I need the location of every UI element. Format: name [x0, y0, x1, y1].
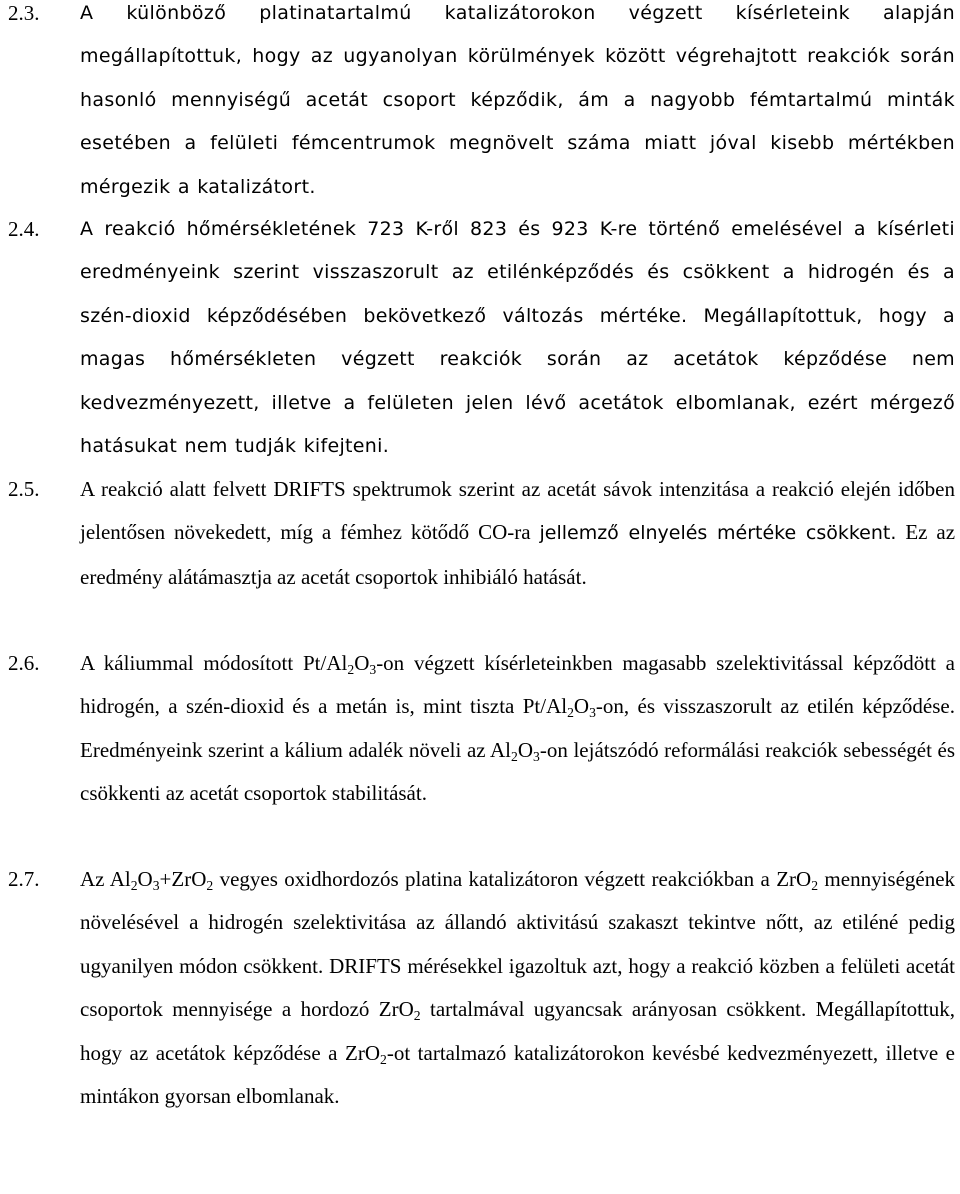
text-run: tartalmával ugyancsak arányosan csökkent. Megállapítottuk, hogy az acetátok képződése a ZrO: [80, 997, 955, 1065]
paragraph-number: 2.6.: [8, 651, 40, 675]
subscript: 2: [811, 878, 819, 894]
text-run: csoportok inhibiáló hatását.: [355, 564, 587, 589]
text-run: Ez az eredmény alátámasztja az acetát: [80, 520, 956, 589]
text-run: -on végzett kísérleteinkben magasabb szelektivitással képződött a hidrogén, a szén-dioxid és a metán is, mint tiszta Pt/Al: [80, 651, 956, 719]
paragraph-text: [80, 642, 955, 816]
text-run: A káliummal módosított Pt/Al: [80, 651, 348, 675]
text-run: O: [137, 867, 153, 891]
paragraph-number: 2.3.: [8, 1, 40, 25]
subscript: 3: [369, 662, 377, 678]
paragraph-text: [80, 858, 955, 1118]
paragraph-text: A különböző platinatartalmú katalizátorokon végzett kísérleteink alapján megállapítottuk, hogy az ugyanolyan körülmények között végrehajtott reakciók során hasonló mennyiségű acetát csoport képződik, ám a nagyobb fémtartalmú minták esetében a felületi fémcentrumok megnövelt száma miatt jóval kisebb mértékben mérgezik a katalizátort.: [80, 2, 955, 198]
text-run: O: [517, 737, 534, 762]
text-run: Az Al: [80, 867, 131, 891]
paragraph-number: 2.7.: [8, 867, 40, 891]
text-run: vegyes oxidhordozós platina katalizátoron végzett reakciókban a ZrO: [219, 867, 812, 891]
subscript: 3: [589, 705, 596, 721]
subscript: 2: [511, 748, 518, 764]
subscript: 2: [567, 705, 574, 721]
subscript: 2: [413, 1008, 421, 1024]
text-run: A reakció alatt felvett DRIFTS spektrumok szerint az acetát sávok intenzitása a reakció elején időben jelentősen növekedett, míg a fémhez kötődő CO-ra: [80, 477, 955, 545]
text-run: +ZrO: [159, 867, 207, 891]
text-run: -ot tartalmazó katalizátorokon kevésbé kedvezményezett, illetve e mintákon gyorsan elbomlanak.: [80, 1040, 955, 1109]
paragraph-number: 2.4.: [8, 217, 40, 241]
subscript: 3: [152, 878, 160, 894]
paragraph-text: A reakció hőmérsékletének 723 K-ről 823 és 923 K-re történő emelésével a kísérleti eredményeink szerint visszaszorult az etilénképződés és csökkent a hidrogén és a szén-dioxid képződésében bekövetkező változás mértéke. Megállapítottuk, hogy a magas hőmérsékleten végzett reakciók során az acetátok képződése nem kedvezményezett, illetve a felületen jelen lévő acetátok elbomlanak, ezért mérgező hatásukat nem tudják kifejteni.: [80, 218, 955, 458]
text-run: O: [573, 694, 590, 719]
text-run: -on lejátszódó reformálási reakciók sebességét és csökkenti az acetát csoportok stabilitását.: [80, 737, 956, 806]
subscript: 2: [380, 1051, 387, 1067]
subscript: 2: [130, 878, 138, 894]
text-run: -on, és visszaszorult az etilén képződése. Eredményeink szerint a kálium adalék növeli az Al: [80, 694, 955, 762]
subscript: 3: [533, 748, 540, 764]
text-run: O: [354, 651, 370, 675]
paragraph-text: [80, 468, 955, 599]
subscript: 2: [206, 878, 214, 894]
paragraph-number: 2.5.: [8, 477, 40, 501]
text-run: mennyiségének növelésével a hidrogén szelektivitása az állandó aktivitású szakaszt tekintve nőtt, az etiléné pedig ugyanilyen módon csökkent. DRIFTS mérésekkel igazoltuk azt, hogy a reakció közben a felületi acetát csoportok mennyisége a hordozó ZrO: [80, 867, 956, 1022]
subscript: 2: [347, 662, 355, 678]
text-run: jellemző elnyelés mértéke csökkent.: [539, 522, 897, 545]
